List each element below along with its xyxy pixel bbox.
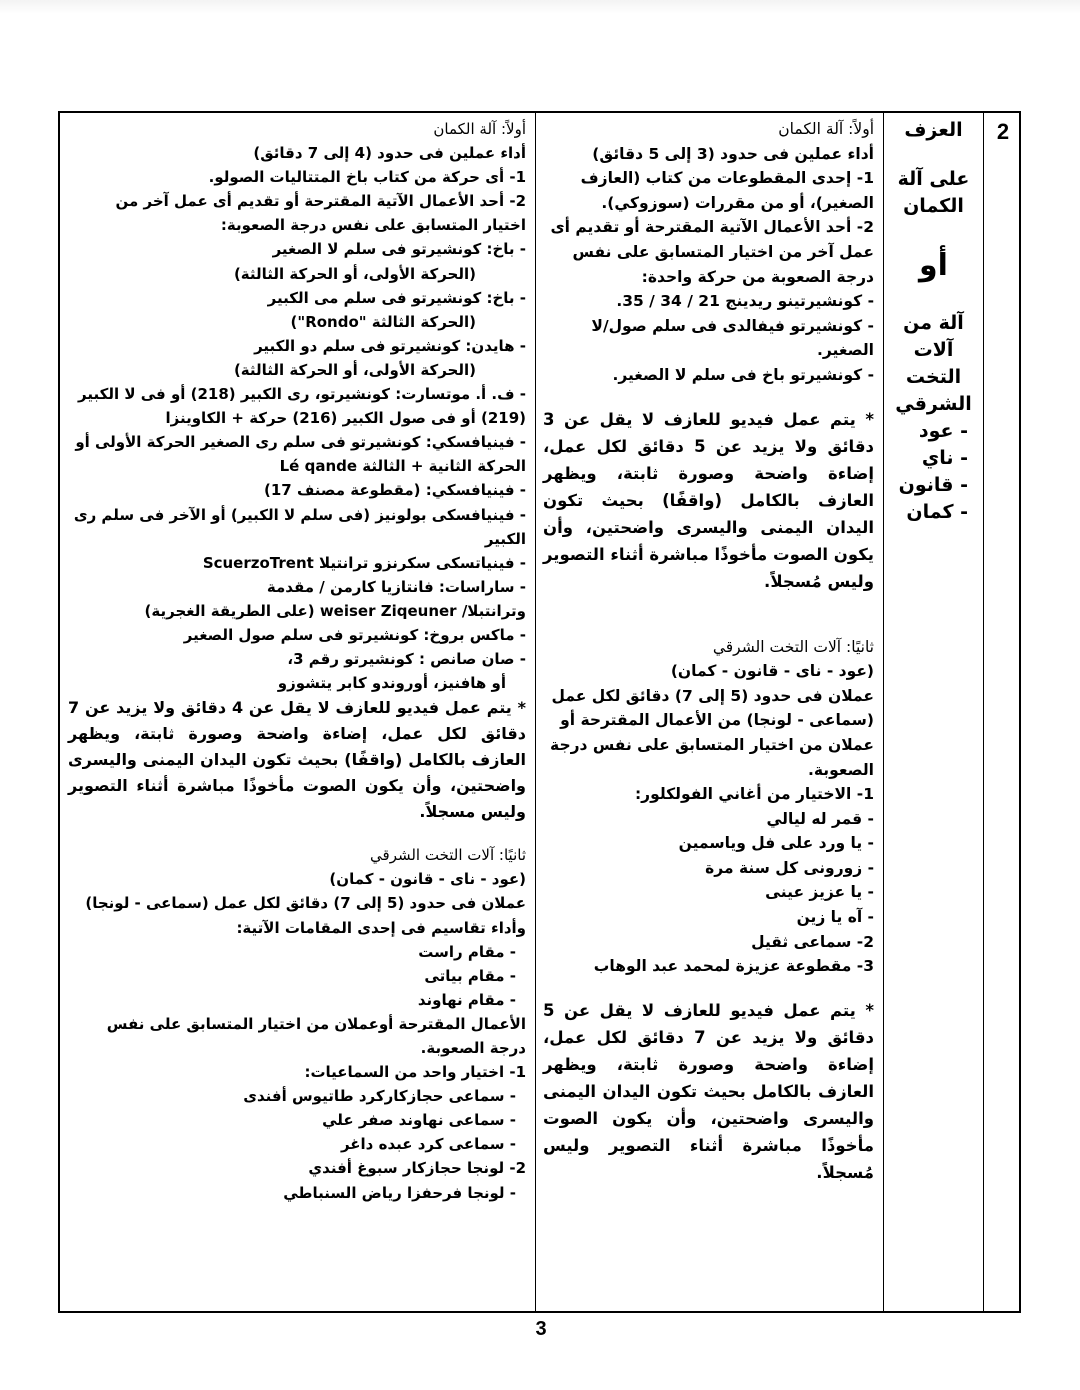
page-number: 3 <box>535 1318 547 1340</box>
section-intro: وأداء تقاسيم فى إحدى المقامات الآتية: <box>236 918 526 937</box>
list-item: - لونجا فرحفزا رياض السنباطي <box>283 1183 516 1202</box>
work-item: - باخ: كونشيرتو فى سلم مى الكبير <box>267 288 526 307</box>
work-item: - فينيافسكى بولونيز (فى سلم لا الكبير) أو الآخر فى سلم رى الكبير <box>73 505 526 548</box>
list-item: - كونشيرتو باخ فى سلم لا الصغير. <box>612 365 874 384</box>
maqam-item: - مقام راست <box>418 942 516 961</box>
list-item: 1- إحدى المقطوعات من كتاب (العازف الصغير)، أو من مقررات (سوزوكي). <box>580 169 874 212</box>
instrument-item: - ناي <box>921 447 968 469</box>
section-title: أولاً: آلة الكمان <box>778 120 874 138</box>
list-heading: 1- اختيار واحد من السماعيات: <box>304 1063 526 1082</box>
work-item: - صان صانص : كونشيرتو رقم 3، <box>287 650 526 669</box>
row-number: 2 <box>996 119 1010 144</box>
instrument-item: - قانون <box>898 474 968 496</box>
instruments-line: (عود - ناى - قانون - كمان) <box>670 662 874 681</box>
list-heading: 2- سماعى ثقيل <box>751 932 874 951</box>
work-item: - باخ: كونشيرتو فى سلم لا الصغير <box>272 240 526 259</box>
heading-line1: العزف <box>904 119 963 141</box>
work-item: وترانتبلا/ weiser Ziqeuner (على الطريقة الغجرية) <box>144 601 526 620</box>
list-heading: 3- مقطوعة عزيزة لمحمد عبد الوهاب <box>593 957 874 976</box>
level-column-left <box>62 113 534 1205</box>
list-item: - زورونى كل سنة مرة <box>705 858 874 877</box>
section-intro: أداء عملين فى حدود (3 إلى 5 دقائق) <box>592 144 874 163</box>
section-intro: عملان فى حدود (5 إلى 7) دقائق لكل عمل (سماعى - لونجا) من الأعمال المقترحة أو عملان من اختيار المتسابق على نفس درجة الصعوبة. <box>550 686 874 779</box>
requirements-table <box>58 111 1021 1313</box>
column-divider <box>983 113 984 1311</box>
maqam-item: - مقام نهاوند <box>417 990 516 1009</box>
section-title: أولاً: آلة الكمان <box>433 120 526 138</box>
work-item: - ساراسات: فانتازيا كارمن / مقدمة <box>266 577 526 596</box>
column-divider <box>535 113 536 1311</box>
video-note: * يتم عمل فيديو للعازف لا يقل عن 3 دقائق ولا يزيد عن 5 دقائق لكل عمل، إضاءة واضحة وصورة ثابتة، ويظهر العازف بالكامل (واقفًا) بحيث تكون اليدان اليمنى واليسرى واضحتين، وأن يكون الصوت مأخوذًا مباشرة أثناء التصوير وليس مُسجلاً. <box>543 409 874 591</box>
work-item: (الحركة الأولى، أو الحركة الثالثة) <box>233 264 476 283</box>
list-item: - آه يا زين <box>796 908 874 927</box>
list-item: - كونشيرتو فيفالدى فى سلم صول/لا الصغير. <box>591 316 874 360</box>
row-heading <box>885 113 982 526</box>
section-intro: عملان فى حدود (5 إلى 7) دقائق لكل عمل (سماعى - لونجا) <box>85 894 526 913</box>
work-item: - ماكس بروخ: كونشيرتو فى سلم صول الصغير <box>183 625 526 644</box>
list-item: 1- أى حركة من كتاب باخ المتتاليات الصولو. <box>208 168 526 187</box>
list-item: - سماعى كرد عبده داغر <box>340 1135 516 1154</box>
work-item: (الحركة الأولى، أو الحركة الثالثة) <box>233 360 476 379</box>
list-item: - يا ورد على فل وياسمين <box>678 834 874 853</box>
section-title: ثانيًا: آلات التخت الشرقي <box>712 637 874 656</box>
list-item: - قمر له ليالي <box>766 809 874 828</box>
work-item: - فينيافسكي: كونشيرتو فى سلم رى الصغير الحركة الأولى أو الحركة الثانية + الثالثة Lé qande <box>75 433 526 476</box>
list-item: - سماعى نهاوند صفر علي <box>322 1111 516 1130</box>
list-item: 2- أحد الأعمال الآتية المقترحة أو تقديم أى عمل آخر من اختيار المتسابق على نفس درجة الصعوبة: <box>115 192 526 235</box>
work-item: - ف. أ. موتسارت: كونشيرتو، رى الكبير (218) أو فى لا الكبير (219) أو فى صول الكبير (216) حركة + الكاوينزا <box>78 385 526 428</box>
instrument-item: - عود <box>918 420 968 442</box>
list-item: 2- أحد الأعمال الآتية المقترحة أو تقديم أى عمل آخر من اختيار المتسابق على نفس درجة الصعوبة من حركة واحدة: <box>550 218 874 286</box>
work-item: أو هافنيز، أوروندو كابر يتشوزو <box>277 674 506 693</box>
top-edge <box>0 0 1080 14</box>
section-intro: الأعمال المقترحة أوعملان من اختيار المتسابق على نفس درجة الصعوبة. <box>106 1014 526 1057</box>
work-item: (الحركة الثالثة "Rondo") <box>290 312 476 331</box>
list-item: - كونشيرتينو ريدينج 21 / 34 / 35. <box>616 292 874 311</box>
column-divider <box>883 113 884 1311</box>
section-intro: أداء عملين فى حدود (4 إلى 7 دقائق) <box>253 144 526 163</box>
work-item: - هايدن: كونشيرتو فى سلم دو الكبير <box>254 336 526 355</box>
heading-line2: على آلة الكمان <box>897 168 970 217</box>
level-column-middle <box>537 113 882 1186</box>
work-item: - فينياتسكى سكرنزو ترانتيلا ScuerzoTrent <box>202 553 526 572</box>
heading-line3: آلة من آلات التخت الشرقي <box>895 312 972 415</box>
instruments-line: (عود - ناى - قانون - كمان) <box>329 870 526 889</box>
instrument-item: - كمان <box>906 501 968 523</box>
work-item: - فينيافسكي: (مقطوعة مصنف 17) <box>263 481 526 500</box>
video-note: * يتم عمل فيديو للعازف لا يقل عن 5 دقائق ولا يزيد عن 7 دقائق لكل عمل، إضاءة واضحة وصورة ثابتة، ويظهر العازف بالكامل بحيث تكون اليدان اليمنى واليسرى واضحتين، وأن يكون الصوت مأخوذًا مباشرة أثناء التصوير وليس مُسجلاً. <box>543 1000 874 1182</box>
list-heading: 2- لونجا حجازكار سبوغ أفندي <box>308 1159 526 1178</box>
list-heading: 1- الاختيار من أغاني الفولكلور: <box>634 785 874 804</box>
heading-or: أو <box>919 248 948 283</box>
list-item: - يا عزيز عينى <box>765 883 874 902</box>
list-item: - سماعى حجازكاركرد طاتيوس أفندى <box>243 1087 516 1106</box>
section-title: ثانيًا: آلات التخت الشرقي <box>370 846 526 865</box>
maqam-item: - مقام بياتى <box>424 966 516 985</box>
video-note: * يتم عمل فيديو للعازف لا يقل عن 4 دقائق ولا يزيد عن 7 دقائق لكل عمل، إضاءة واضحة وصورة ثابتة، ويظهر العازف بالكامل (واقفًا) بحيث تكون اليدان اليمنى واليسرى واضحتين، وأن يكون الصوت مأخوذًا مباشرة أثناء التصوير وليس مسجلاً. <box>68 698 527 822</box>
